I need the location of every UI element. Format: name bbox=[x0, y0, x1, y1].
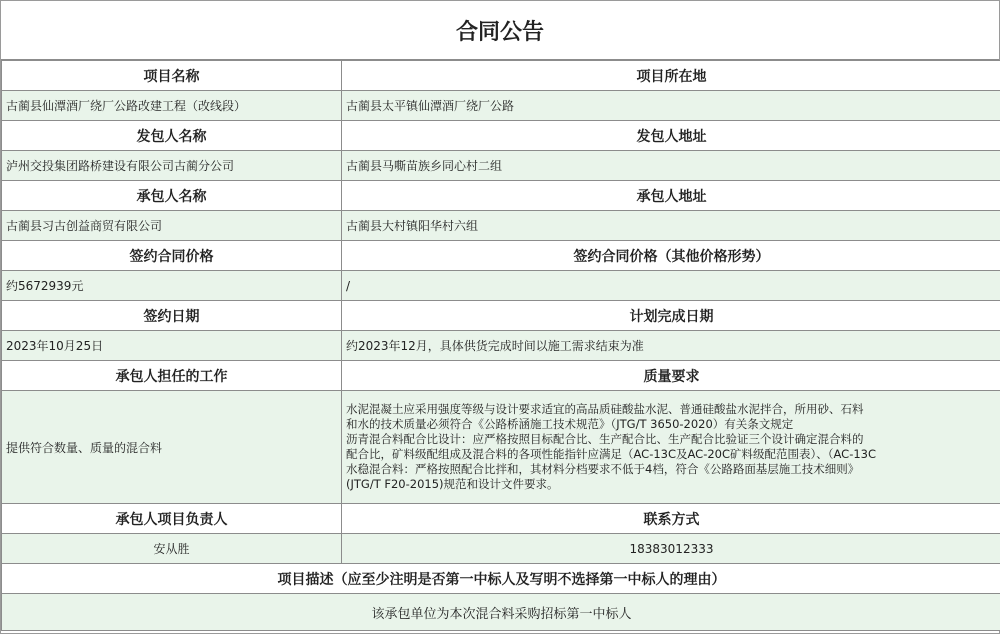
price-other-label: 签约合同价格（其他价格形势） bbox=[342, 241, 1000, 271]
contact-value: 18383012333 bbox=[342, 534, 1000, 564]
manager-label: 承包人项目负责人 bbox=[2, 504, 342, 534]
table-row bbox=[2, 91, 1000, 121]
table-row bbox=[2, 151, 1000, 181]
sign-date-value: 2023年10月25日 bbox=[2, 331, 342, 361]
table-row bbox=[2, 241, 1000, 271]
quality-line: 和水的技术质量必须符合《公路桥涵施工技术规范》（JTG/T 3650-2020）有关条文规定 bbox=[346, 417, 794, 431]
employer-name-label: 发包人名称 bbox=[2, 121, 342, 151]
quality-line: 水泥混凝土应采用强度等级与设计要求适宜的高品质硅酸盐水泥、普通硅酸盐水泥拌合，所用砂、石料 bbox=[346, 402, 864, 416]
work-label: 承包人担任的工作 bbox=[2, 361, 342, 391]
quality-line: 沥青混合料配合比设计：应严格按照目标配合比、生产配合比、生产配合比验证三个设计确定混合料的 bbox=[346, 432, 864, 446]
project-name-value: 古蔺县仙潭酒厂绕厂公路改建工程（改线段） bbox=[2, 91, 342, 121]
description-value: 该承包单位为本次混合料采购招标第一中标人 bbox=[2, 594, 1000, 631]
table-row bbox=[2, 301, 1000, 331]
table-row bbox=[2, 211, 1000, 241]
table-row bbox=[2, 271, 1000, 301]
project-location-value: 古蔺县太平镇仙潭酒厂绕厂公路 bbox=[342, 91, 1000, 121]
quality-line: 水稳混合料：严格按照配合比拌和，其材料分档要求不低于4档，符合《公路路面基层施工技术细则》 bbox=[346, 462, 860, 476]
price-value: 约5672939元 bbox=[2, 271, 342, 301]
price-other-value: / bbox=[342, 271, 1000, 301]
contact-label: 联系方式 bbox=[342, 504, 1000, 534]
page-title: 合同公告 bbox=[1, 1, 999, 60]
table-row bbox=[2, 564, 1000, 594]
table-row bbox=[2, 594, 1000, 631]
manager-value: 安从胜 bbox=[2, 534, 342, 564]
contractor-name-label: 承包人名称 bbox=[2, 181, 342, 211]
table-row bbox=[2, 61, 1000, 91]
price-label: 签约合同价格 bbox=[2, 241, 342, 271]
table-row bbox=[2, 504, 1000, 534]
employer-name-value: 泸州交投集团路桥建设有限公司古蔺分公司 bbox=[2, 151, 342, 181]
quality-value bbox=[342, 391, 1000, 504]
contractor-address-label: 承包人地址 bbox=[342, 181, 1000, 211]
employer-address-value: 古蔺县马嘶苗族乡同心村二组 bbox=[342, 151, 1000, 181]
table-row bbox=[2, 391, 1000, 504]
contractor-name-value: 古蔺县习古创益商贸有限公司 bbox=[2, 211, 342, 241]
project-name-label: 项目名称 bbox=[2, 61, 342, 91]
description-label: 项目描述（应至少注明是否第一中标人及写明不选择第一中标人的理由） bbox=[2, 564, 1000, 594]
table-row bbox=[2, 121, 1000, 151]
table-row bbox=[2, 361, 1000, 391]
project-location-label: 项目所在地 bbox=[342, 61, 1000, 91]
quality-label: 质量要求 bbox=[342, 361, 1000, 391]
table-row bbox=[2, 331, 1000, 361]
table-row bbox=[2, 534, 1000, 564]
quality-line: 配合比，矿料级配组成及混合料的各项性能指针应满足（AC-13C及AC-20C矿料级配范围表）、（AC-13C bbox=[346, 447, 877, 461]
notice-table bbox=[1, 60, 1000, 631]
sign-date-label: 签约日期 bbox=[2, 301, 342, 331]
contractor-address-value: 古蔺县大村镇阳华村六组 bbox=[342, 211, 1000, 241]
table-row bbox=[2, 181, 1000, 211]
finish-date-label: 计划完成日期 bbox=[342, 301, 1000, 331]
finish-date-value: 约2023年12月，具体供货完成时间以施工需求结束为准 bbox=[342, 331, 1000, 361]
work-value: 提供符合数量、质量的混合料 bbox=[2, 391, 342, 504]
quality-line: (JTG/T F20-2015)规范和设计文件要求。 bbox=[346, 477, 559, 491]
employer-address-label: 发包人地址 bbox=[342, 121, 1000, 151]
